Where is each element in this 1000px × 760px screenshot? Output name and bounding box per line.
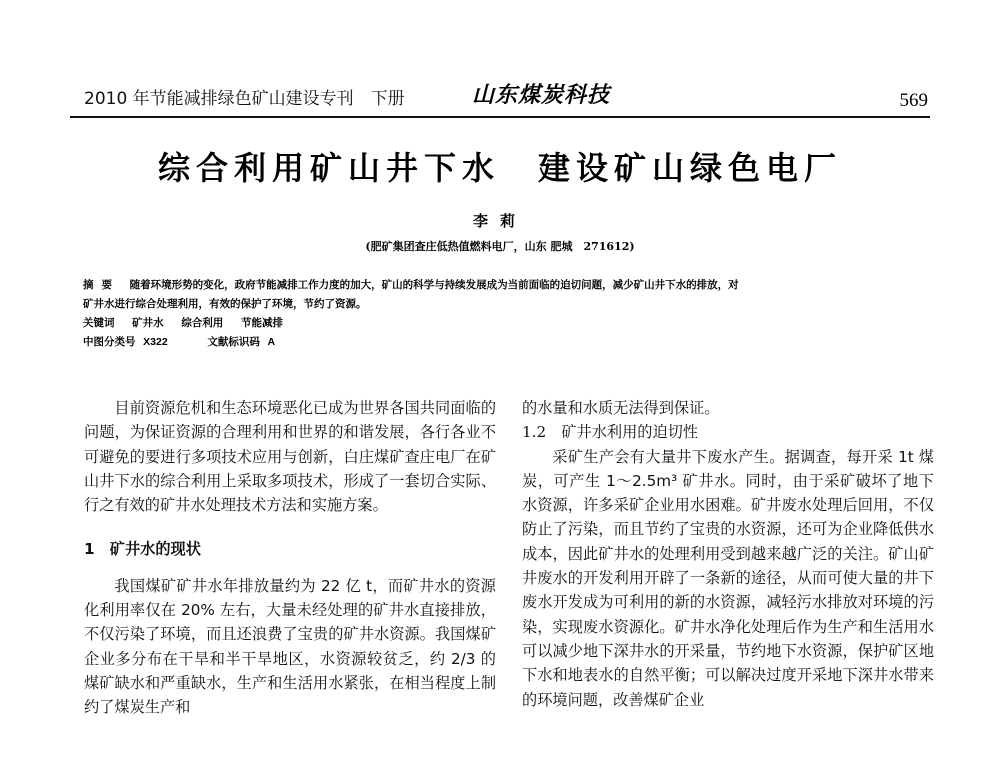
document-code-value: A [267, 336, 276, 348]
abstract-line-1 [83, 276, 938, 295]
author-name: 李莉 [472, 212, 527, 230]
classification-value: X322 [143, 336, 168, 348]
classification-line [83, 333, 938, 352]
section-heading: 1 矿井水的现状 [84, 540, 201, 559]
spacer [84, 517, 496, 527]
intro-paragraph: 目前资源危机和生态环境恶化已成为世界各国共同面临的问题，为保证资源的合理利用和世界的和谐发展，各行各业不可避免的要进行多项技术应用与创新，白庄煤矿查庄电厂在矿山井下水的综合利用上采取多项技术，形成了一套切合实际、行之有效的矿井水处理技术方法和实施方案。 [84, 399, 496, 515]
abstract-text-2: 矿井水进行综合处理利用，有效的保护了环境，节约了资源。 [83, 298, 367, 310]
abstract-text-1: 随着环境形势的变化，政府节能减排工作力度的加大，矿山的科学与持续发展成为当前面临的迫切问题，减少矿山井下水的排放，对 [129, 279, 739, 291]
author-affiliation: (肥矿集团查庄低热值燃料电厂，山东 肥城 271612) [365, 240, 635, 253]
continuation-paragraph: 的水量和水质无法得到保证。 [522, 399, 720, 417]
abstract-line-2 [83, 295, 938, 314]
body-column-right [522, 396, 934, 712]
subsection-heading: 1.2 矿井水利用的迫切性 [522, 423, 699, 442]
running-header [80, 74, 932, 114]
abstract-block [83, 276, 938, 352]
journal-issue-label: 2010 年节能减排绿色矿山建设专刊 下册 [84, 89, 405, 109]
body-column-left [84, 396, 496, 720]
keyword: 综合利用 [181, 317, 224, 329]
keywords-label: 关键词 [83, 317, 115, 329]
article-title: 综合利用矿山井下水 建设矿山绿色电厂 [157, 149, 842, 187]
classification-label: 中图分类号 [83, 336, 136, 348]
subsection-paragraph: 采矿生产会有大量井下废水产生。据调查，每开采 1t 煤炭，可产生 1～2.5m³ 矿井水。同时，由于采矿破坏了地下水资源，许多采矿企业用水困难。矿井废水处理后回用，不仅防止了污染，而且节约了宝贵的水资源，还可为企业降低供水成本，因此矿井水的处理利用受到越来越广泛的关注。矿山矿井废水的开发利用开辟了一条新的途径，从而可使大量的井下废水开发成为可利用的新的水资源，减轻污水排放对环境的污染，实现废水资源化。矿井水净化处理后作为生产和生活用水可以减少地下深井水的开采量，节约地下水资源，保护矿区地下水和地表水的自然平衡；可以解决过度开采地下深井水带来的环境问题，改善煤矿企业 [522, 447, 934, 709]
keywords-line [83, 314, 938, 333]
abstract-label: 摘要 [83, 279, 120, 291]
document-code-label: 文献标识码 [207, 336, 260, 348]
header-divider [70, 116, 930, 118]
page-number: 569 [899, 90, 928, 111]
section-paragraph: 我国煤矿矿井水年排放量约为 22 亿 t，而矿井水的资源化利用率仅在 20% 左右，大量未经处理的矿井水直接排放，不仅污染了环境，而且还浪费了宝贵的矿井水资源。我国煤矿企业多分布在干旱和半干旱地区，水资源较贫乏，约 2/3 的煤矿缺水和严重缺水，生产和生活用水紧张，在相当程度上制约了煤炭生产和 [84, 576, 496, 717]
keyword: 节能减排 [240, 317, 283, 329]
keyword: 矿井水 [132, 317, 164, 329]
journal-name-logo: 山东煤炭科技 [472, 82, 611, 108]
